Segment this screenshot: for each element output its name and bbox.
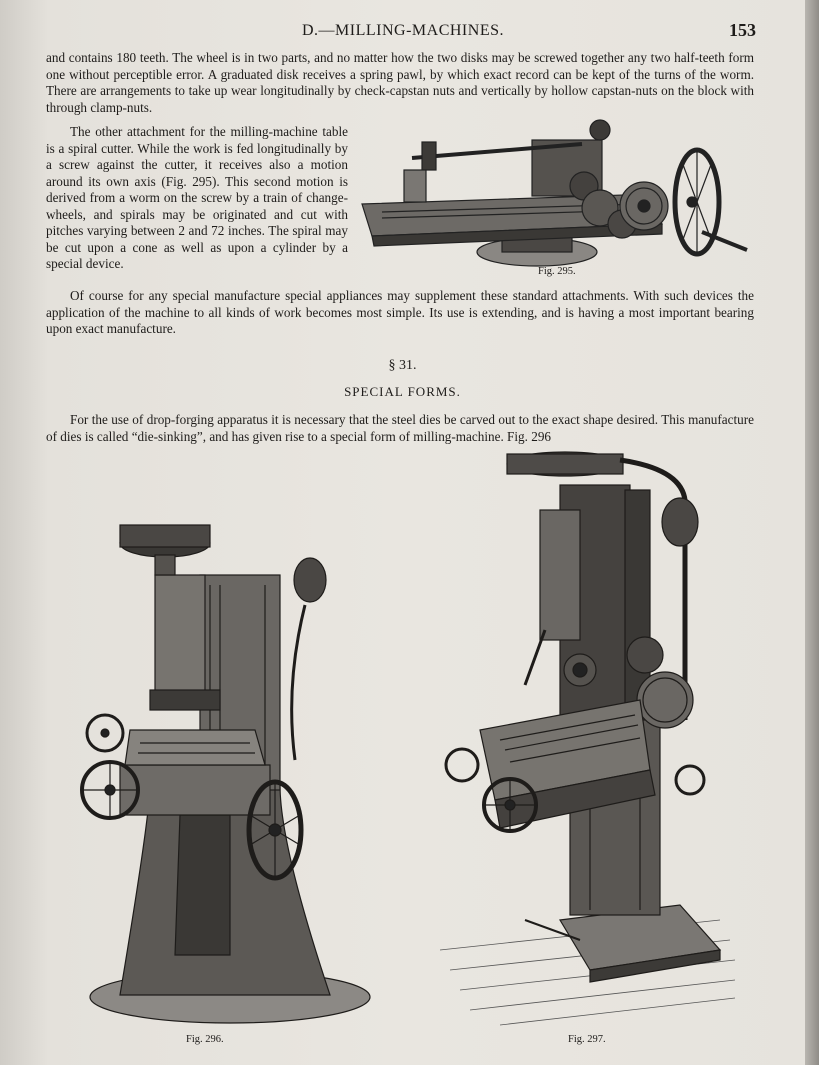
running-head xyxy=(46,20,756,44)
figure-296-die-sinking-machine xyxy=(80,515,400,1030)
figure-297-milling-machine xyxy=(440,450,740,1030)
figure-296-caption: Fig. 296. xyxy=(186,1034,224,1045)
section-number: § 31. xyxy=(388,358,417,373)
chapter-title: D.—MILLING-MACHINES. xyxy=(302,22,504,39)
page-edge xyxy=(805,0,819,1065)
paragraph-die-sinking: For the use of drop-forging apparatus it is necessary that the steel dies be carved out to the exact shape desired. This manufacture of dies is called “die-sinking”, and has given rise to a special form of milling-machine. Fig. 296 xyxy=(46,412,754,444)
figure-295-caption: Fig. 295. xyxy=(538,266,576,277)
page-number: 153 xyxy=(729,20,756,40)
figure-295-spiral-cutter xyxy=(352,112,772,270)
paragraph-special-appliances: Of course for any special manufacture special appliances may supplement these standard attachments. With such devices the application of the machine to all kinds of work becomes most simple. Its use is extending, and is having a most important bearing upon exact manufacture. xyxy=(46,288,754,336)
paragraph-spiral-cutter: The other attachment for the milling-machine table is a spiral cutter. While the work is fed longitudinally by a screw against the cutter, it receives also a motion around its own axis (Fig. 295). This second motion is derived from a worm on the screw by a train of change-wheels, and spirals may be originated and cut with pitches varying between 2 and 72 inches. The spiral may be cut upon a cone as well as upon a cylinder by a special device. xyxy=(46,124,348,271)
figure-297-caption: Fig. 297. xyxy=(568,1034,606,1045)
section-title: SPECIAL FORMS. xyxy=(344,384,461,399)
paragraph-continued: and contains 180 teeth. The wheel is in two parts, and no matter how the two disks may be screwed together any two half-teeth form one without perceptible error. A graduated disk receives a spring pawl, by which exact record can be kept of the turns of the worm. There are arrangements to take up wear longitudinally by check-capstan nuts and vertically by hollow capstan-nuts on the block with through clamp-nuts. xyxy=(46,50,754,115)
